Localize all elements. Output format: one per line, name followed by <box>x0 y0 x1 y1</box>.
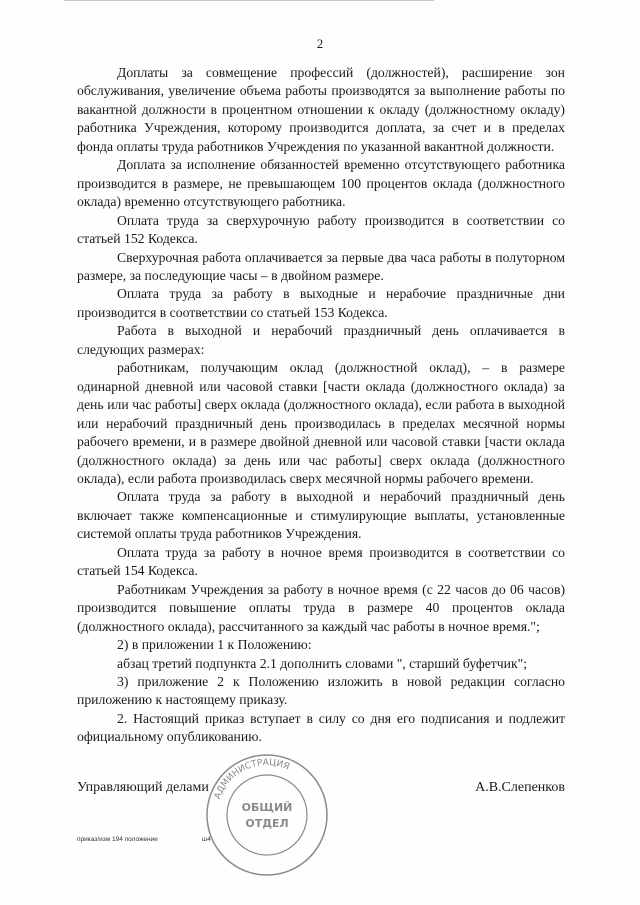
signatory-name: А.В.Слепенков <box>475 780 565 795</box>
stamp-inner-ring <box>227 775 307 855</box>
document-file-extension: ш4 <box>202 836 211 843</box>
paragraph-weekend-rates-intro: Работа в выходной и нерабочий праздничный день оплачивается в следующих размерах: <box>77 323 565 357</box>
document-filename: приказ/изм 194 положение <box>77 836 158 843</box>
scan-top-edge-line <box>64 0 434 1</box>
paragraph-weekend-compensation: Оплата труда за работу в выходной и нерабочий праздничный день включает также компенсационные и стимулирующие выплаты, установленные системой оплаты труда работников Учреждения. <box>77 489 565 542</box>
paragraph-night-rate-increase: Работникам Учреждения за работу в ночное время (с 22 часов до 06 часов) производится повышение оплаты труда в размере 40 процентов оклада (должностного оклада), рассчитанного за каждый час работы в ночное время."; <box>77 581 565 634</box>
stamp-outer-ring <box>207 755 327 875</box>
stamp-center-line-1: ОБЩИЙ <box>241 801 293 814</box>
paragraph-weekend-pay: Оплата труда за работу в выходные и нерабочие праздничные дни производится в соответствии со статьей 153 Кодекса. <box>77 286 565 320</box>
paragraph-weekend-rates-detail: работникам, получающим оклад (должностной оклад), – в размере одинарной дневной или часовой ставки [части оклада (должностного оклада) за день или час работы] сверх оклада (должностного оклада), если работа в выходной или нерабочий праздничный день производилась в пределах месячной нормы рабочего времени, и в размере двойной дневной или часовой ставки [части оклада (должностного оклада) за день или час работы] сверх оклада (должностного оклада), если работа производилась сверх месячной нормы рабочего времени. <box>77 360 565 486</box>
paragraph-overtime-pay: Оплата труда за сверхурочную работу производится в соответствии со статьей 152 Кодекса. <box>77 212 565 247</box>
stamp-ring-text: АДМИНИСТРАЦИЯ <box>212 757 291 801</box>
paragraph-appendix-1-amendment: абзац третий подпункта 2.1 дополнить словами ", старший буфетчик"; <box>117 655 528 671</box>
paragraph-appendix-2: 3) приложение 2 к Положению изложить в новой редакции согласно приложению к настоящему приказу. <box>77 673 565 708</box>
official-stamp <box>202 750 332 880</box>
page-number: 2 <box>316 36 324 51</box>
paragraph-night-pay: Оплата труда за работу в ночное время производится в соответствии со статьей 154 Кодекса. <box>77 544 565 579</box>
paragraph-combination-surcharges: Доплаты за совмещение профессий (должностей), расширение зон обслуживания, увеличение объема работы производятся за выполнение работы по вакантной должности в процентном отношении к окладу (должностному окладу) работника Учреждения, которому производится доплата, за счет и в пределах фонда оплаты труда работников Учреждения по указанной вакантной должности. <box>77 65 565 154</box>
stamp-center-line-2: ОТДЕЛ <box>245 817 289 830</box>
document-file-reference <box>77 836 211 843</box>
paragraph-overtime-rates: Сверхурочная работа оплачивается за первые два часа работы в полуторном размере, за последующие часы – в двойном размере. <box>77 249 565 283</box>
paragraph-appendix-1: 2) в приложении 1 к Положению: <box>117 637 312 653</box>
document-body <box>77 64 565 747</box>
paragraph-absent-employee-surcharge: Доплата за исполнение обязанностей временно отсутствующего работника производится в размере, не превышающем 100 процентов оклада (должностного оклада) временно отсутствующего работника. <box>77 157 565 210</box>
paragraph-effective-date: 2. Настоящий приказ вступает в силу со дня его подписания и подлежит официальному опубликованию. <box>77 710 565 745</box>
signatory-position: Управляющий делами <box>77 780 209 795</box>
